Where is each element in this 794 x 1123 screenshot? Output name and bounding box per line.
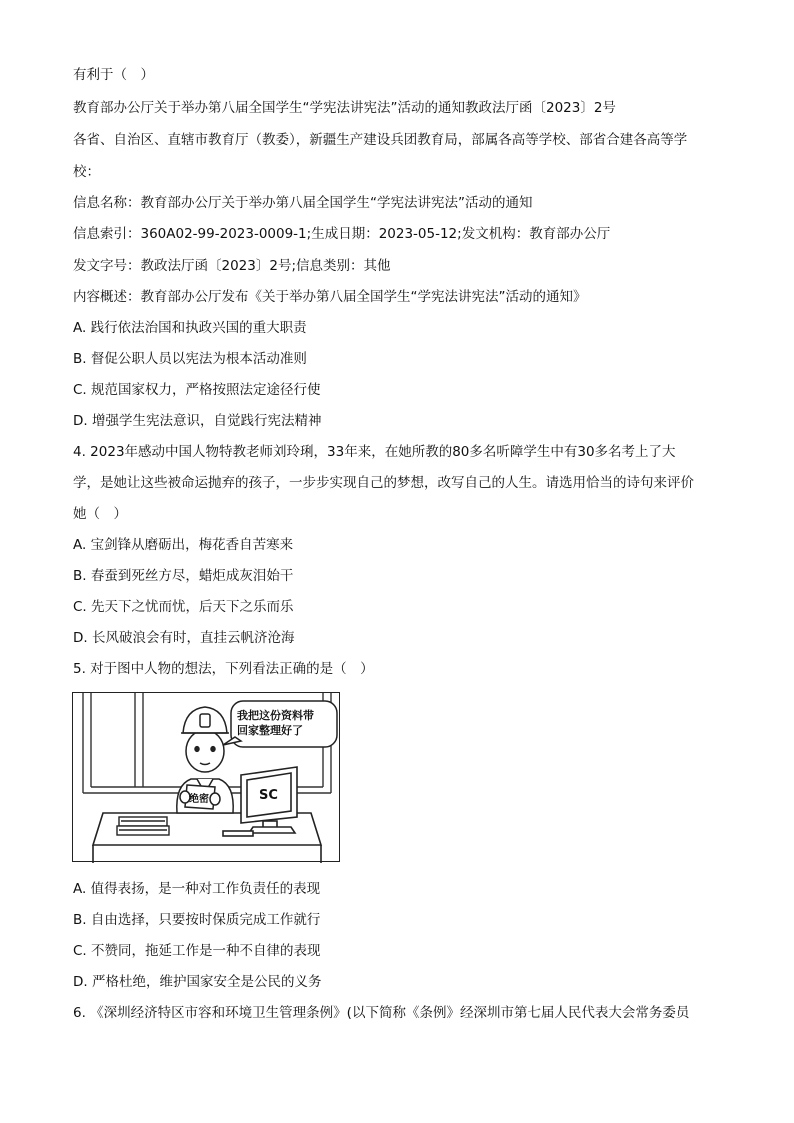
confidential-paper-label: 绝密 [189, 794, 209, 805]
q4-stem-line2: 学，是她让这些被命运抛弃的孩子，一步步实现自己的梦想，改写自己的人生。请选用恰当的诗句来评价 [73, 475, 694, 491]
q3-info-index: 信息索引：360A02-99-2023-0009-1;生成日期：2023-05-12;发文机构：教育部办公厅 [73, 226, 611, 242]
monitor-screen-label: SC [259, 788, 278, 803]
q3-option-c: C. 规范国家权力，严格按照法定途径行使 [73, 382, 321, 398]
q3-summary: 内容概述：教育部办公厅发布《关于举办第八届全国学生“学宪法讲宪法”活动的通知》 [73, 289, 587, 305]
q3-doc-number: 发文字号：教政法厅函〔2023〕2号;信息类别：其他 [73, 258, 391, 274]
q4-option-b: B. 春蚕到死丝方尽，蜡炬成灰泪始干 [73, 568, 294, 584]
q5-option-b: B. 自由选择，只要按时保质完成工作就行 [73, 912, 321, 928]
speech-bubble-line1: 我把这份资料带 [237, 709, 314, 722]
q6-stem-line1: 6. 《深圳经济特区市容和环境卫生管理条例》(以下简称《条例》经深圳市第七届人民代表大会常务委员 [73, 1005, 690, 1021]
q3-option-b: B. 督促公职人员以宪法为根本活动准则 [73, 351, 307, 367]
q5-option-a: A. 值得表扬，是一种对工作负责任的表现 [73, 881, 321, 897]
q4-stem-line1: 4. 2023年感动中国人物特教老师刘玲琍，33年来，在她所教的80多名听障学生中有30多名考上了大 [73, 444, 676, 460]
q4-option-c: C. 先天下之忧而忧，后天下之乐而乐 [73, 599, 294, 615]
speech-bubble-line2: 回家整理好了 [237, 724, 303, 737]
q3-option-a: A. 践行依法治国和执政兴国的重大职责 [73, 320, 307, 336]
q4-stem-line3: 她（ ） [73, 506, 127, 522]
q3-notice-title: 教育部办公厅关于举办第八届全国学生“学宪法讲宪法”活动的通知教政法厅函〔2023〕2号 [73, 100, 616, 116]
q4-option-a: A. 宝剑锋从磨砺出，梅花香自苦寒来 [73, 537, 294, 553]
q5-option-d: D. 严格杜绝，维护国家安全是公民的义务 [73, 974, 322, 990]
q3-recipients: 各省、自治区、直辖市教育厅（教委），新疆生产建设兵团教育局，部属各高等学校、部省合建各高等学 [73, 132, 688, 148]
q3-info-name: 信息名称：教育部办公厅关于举办第八届全国学生“学宪法讲宪法”活动的通知 [73, 195, 533, 211]
q3-option-d: D. 增强学生宪法意识，自觉践行宪法精神 [73, 413, 322, 429]
q5-stem: 5. 对于图中人物的想法，下列看法正确的是（ ） [73, 661, 374, 677]
q3-recipients-cont: 校： [73, 164, 100, 180]
q5-cartoon-figure [72, 692, 340, 862]
q4-option-d: D. 长风破浪会有时，直挂云帆济沧海 [73, 630, 295, 646]
q3-stem-end: 有利于（ ） [73, 67, 154, 83]
q5-option-c: C. 不赞同，拖延工作是一种不自律的表现 [73, 943, 321, 959]
